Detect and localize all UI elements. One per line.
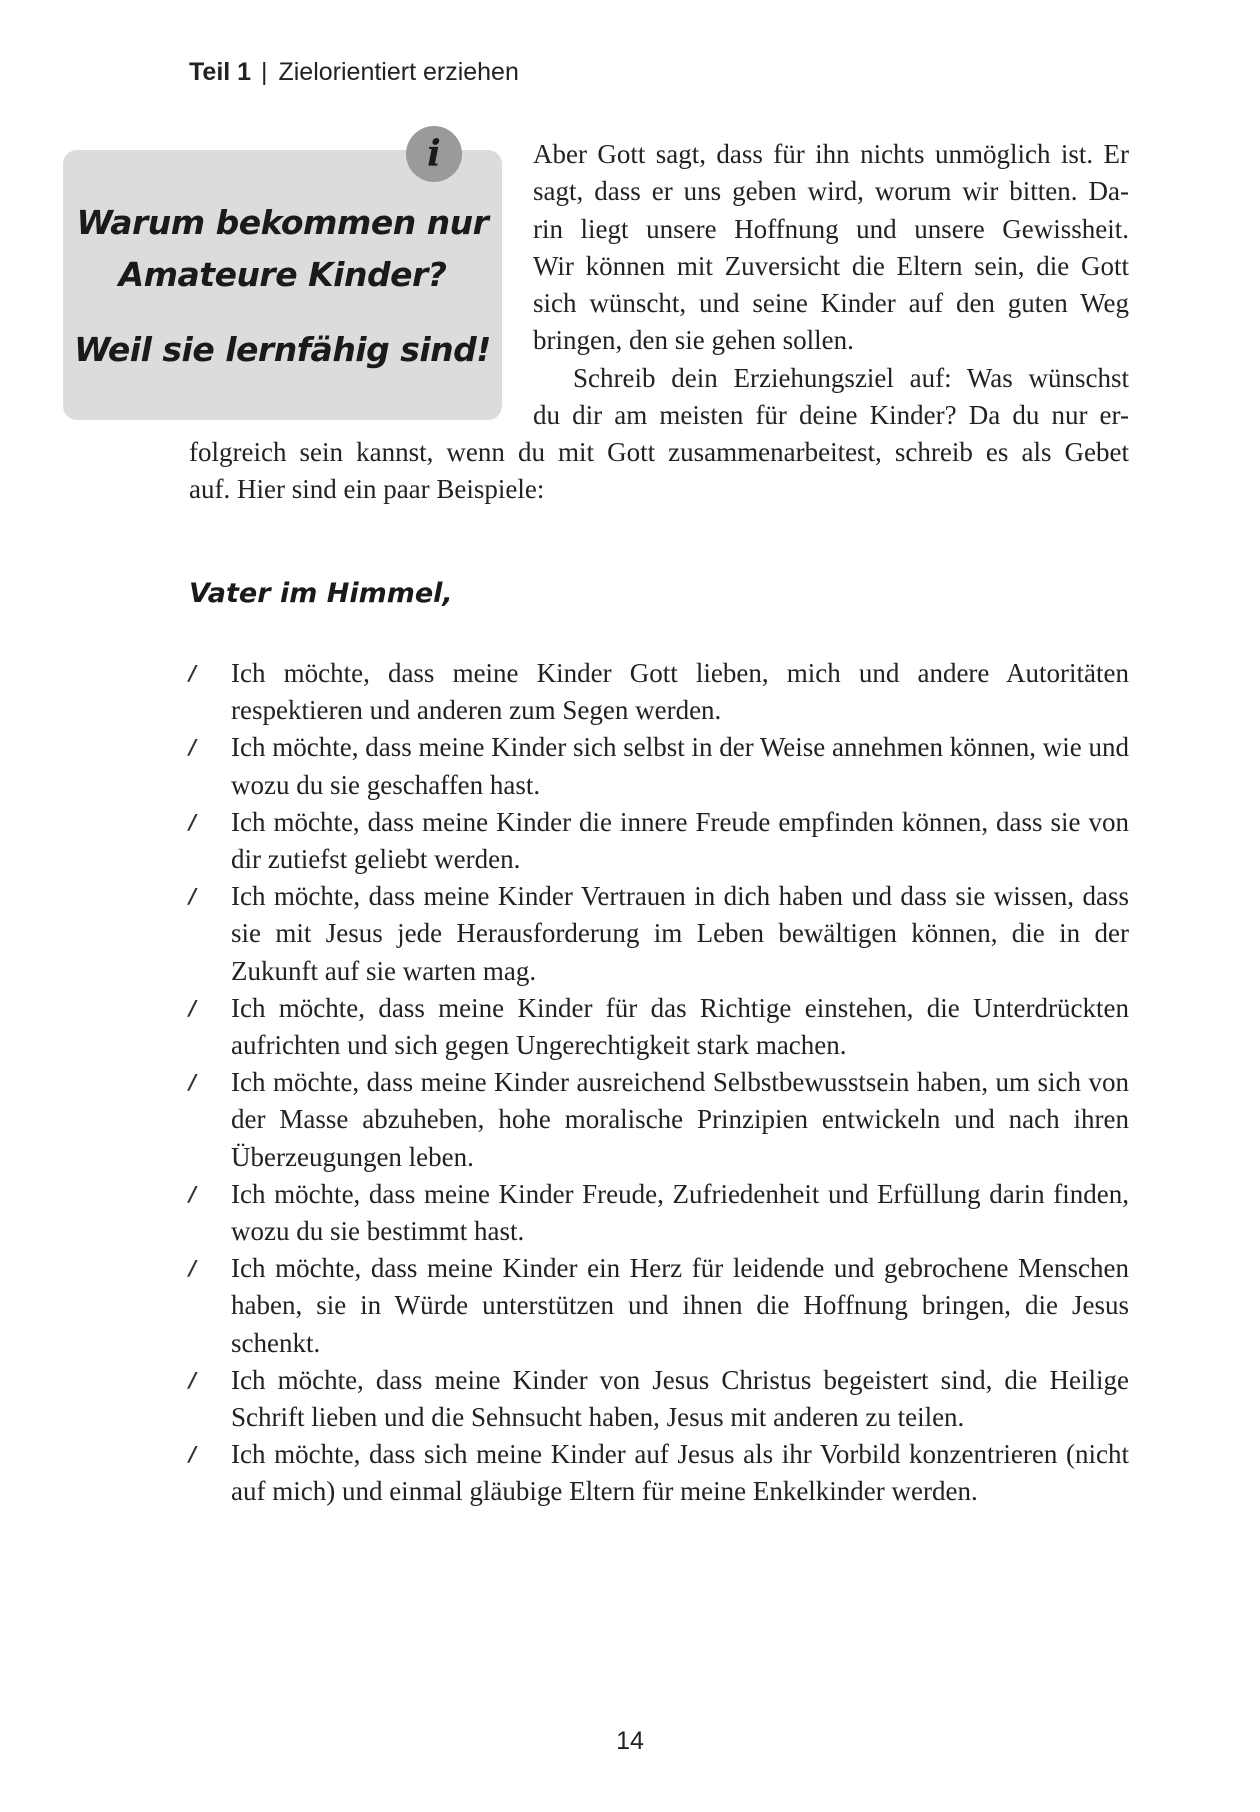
paragraph-line: Schreib dein Erziehungsziel auf: Was wünschst bbox=[573, 362, 1129, 393]
slash-bullet-icon: / bbox=[189, 884, 197, 909]
paragraph-line: folgreich sein kannst, wenn du mit Gott zusammenarbeitest, schreib es als Gebet bbox=[189, 437, 1129, 467]
header-part: Teil 1 bbox=[189, 58, 252, 86]
list-item bbox=[189, 804, 1129, 878]
list-item-text: Ich möchte, dass meine Kinder für das Richtige einstehen, die Unterdrückten aufrichten und sich gegen Ungerechtigkeit stark machen. bbox=[231, 992, 1129, 1061]
list-item-text: Ich möchte, dass meine Kinder sich selbst in der Weise annehmen können, wie und wozu du sie geschaffen hast. bbox=[231, 732, 1129, 800]
info-box-line-1: Warum bekommen nur bbox=[76, 203, 489, 242]
list-item bbox=[189, 729, 1129, 803]
info-box-line-3: Weil sie lernfähig sind! bbox=[74, 330, 491, 369]
info-icon: i bbox=[406, 126, 462, 182]
slash-bullet-icon: / bbox=[189, 1442, 197, 1467]
slash-bullet-icon: / bbox=[189, 995, 197, 1020]
paragraph-1 bbox=[533, 136, 1129, 434]
list-item-text: Ich möchte, dass sich meine Kinder auf Jesus als ihr Vorbild konzentrieren (nicht auf mich) und einmal gläubige Eltern für meine Enkelkinder werden. bbox=[231, 1439, 1129, 1507]
list-item bbox=[189, 878, 1129, 990]
list-item-text: Ich möchte, dass meine Kinder ausreichend Selbstbewusstsein haben, um sich von der Masse abzuheben, hohe moralische Prinzipien entwickeln und nach ihren Überzeugungen leben. bbox=[231, 1067, 1129, 1172]
slash-bullet-icon: / bbox=[189, 735, 197, 760]
slash-bullet-icon: / bbox=[189, 1256, 197, 1281]
paragraph-line: du dir am meisten für deine Kinder? Da du nur er- bbox=[533, 400, 1129, 431]
paragraph-line: auf. Hier sind ein paar Beispiele: bbox=[189, 474, 545, 505]
list-item bbox=[189, 1436, 1129, 1510]
list-item-text: Ich möchte, dass meine Kinder Freude, Zufriedenheit und Erfüllung darin finden, wozu du sie bestimmt hast. bbox=[231, 1178, 1129, 1247]
header-chapter: Zielorientiert erziehen bbox=[278, 58, 519, 86]
list-item-text: Ich möchte, dass meine Kinder von Jesus Christus begeistert sind, die Heilige Schrift lieben und die Sehnsucht haben, Jesus mit anderen zu teilen. bbox=[231, 1364, 1129, 1433]
slash-bullet-icon: / bbox=[189, 661, 197, 685]
paragraph-line: sich wünscht, und seine Kinder auf den guten Weg bbox=[533, 288, 1129, 319]
slash-bullet-icon: / bbox=[189, 809, 197, 834]
page-number: 14 bbox=[616, 1727, 644, 1755]
list-item bbox=[189, 1362, 1129, 1436]
paragraph-line: rin liegt unsere Hoffnung und unsere Gewissheit. bbox=[533, 213, 1129, 244]
list-item bbox=[189, 655, 1129, 729]
list-item bbox=[189, 1250, 1129, 1362]
running-header bbox=[189, 58, 519, 87]
list-item bbox=[189, 1176, 1129, 1250]
slash-bullet-icon: / bbox=[189, 1070, 197, 1095]
paragraph-2 bbox=[189, 434, 1129, 509]
slash-bullet-icon: / bbox=[189, 1181, 197, 1206]
list-item-text: Ich möchte, dass meine Kinder Gott lieben, mich und andere Autoritäten respektieren und anderen zum Segen werden. bbox=[231, 658, 1129, 726]
paragraph-line: Aber Gott sagt, dass für ihn nichts unmöglich ist. Er bbox=[533, 139, 1129, 169]
info-box-line-2: Amateure Kinder? bbox=[118, 255, 447, 294]
paragraph-line: sagt, dass er uns geben wird, worum wir bitten. Da- bbox=[533, 176, 1129, 207]
paragraph-line: bringen, den sie gehen sollen. bbox=[533, 325, 854, 356]
paragraph-line: Wir können mit Zuversicht die Eltern sein, die Gott bbox=[533, 250, 1129, 281]
list-item-text: Ich möchte, dass meine Kinder die innere Freude empfinden können, dass sie von dir zutiefst geliebt werden. bbox=[231, 806, 1129, 875]
slash-bullet-icon: / bbox=[189, 1367, 197, 1392]
prayer-salutation: Vater im Himmel, bbox=[189, 578, 453, 609]
header-separator: | bbox=[261, 58, 268, 86]
list-item bbox=[189, 990, 1129, 1064]
prayer-list bbox=[189, 655, 1129, 1511]
list-item-text: Ich möchte, dass meine Kinder ein Herz für leidende und gebrochene Menschen haben, sie in Würde unterstützen und ihnen die Hoffnung bringen, die Jesus schenkt. bbox=[231, 1253, 1129, 1358]
list-item bbox=[189, 1064, 1129, 1176]
list-item-text: Ich möchte, dass meine Kinder Vertrauen in dich haben und dass sie wissen, dass sie mit Jesus jede Herausforderung im Leben bewältigen können, die in der Zukunft auf sie warten mag. bbox=[231, 881, 1129, 986]
